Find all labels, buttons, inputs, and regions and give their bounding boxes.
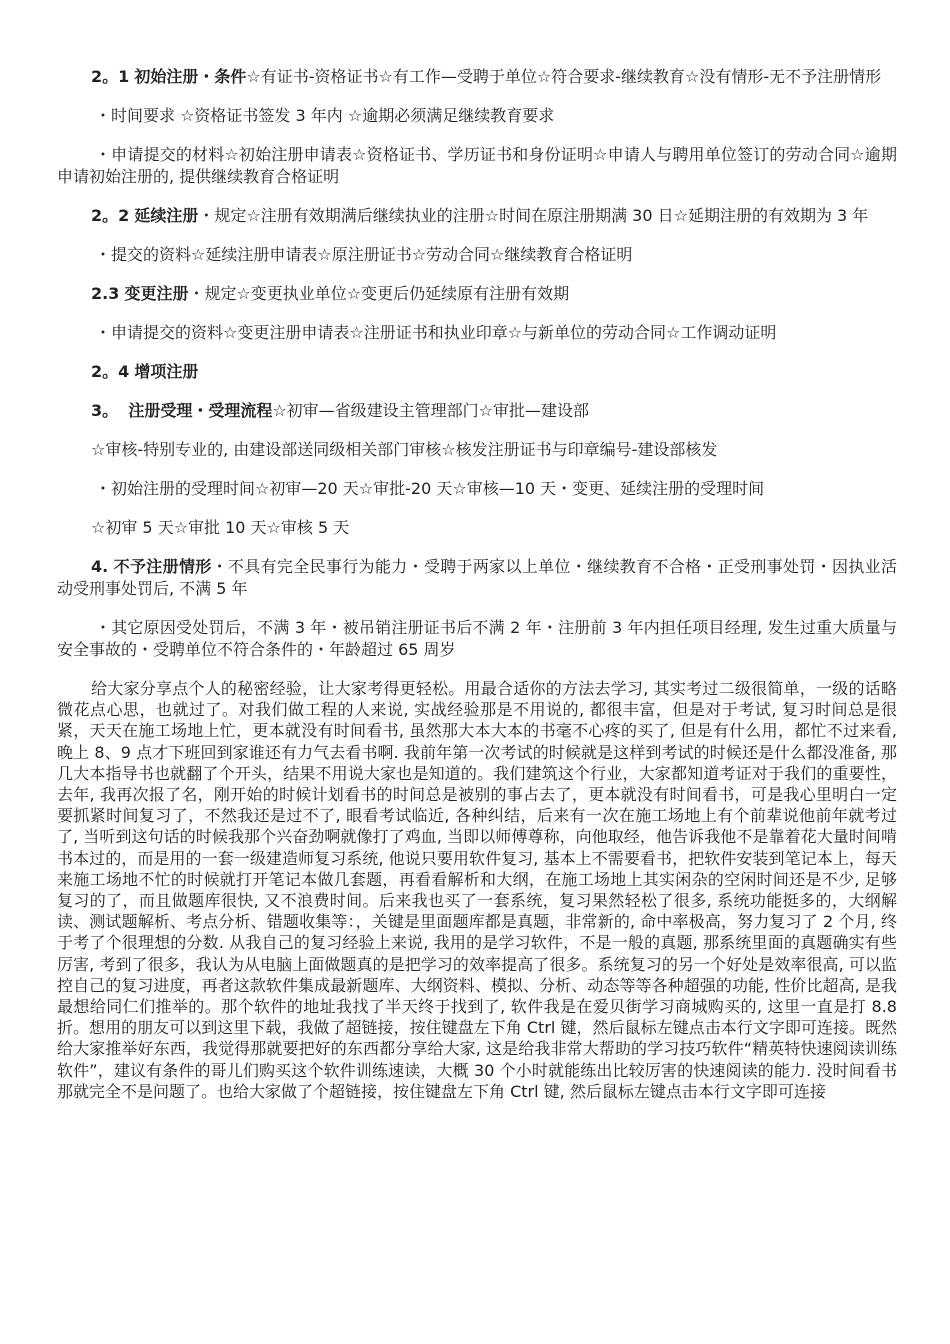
renewal-materials-paragraph: ・提交的资料☆延续注册申请表☆原注册证书☆劳动合同☆继续教育合格证明 (95, 245, 633, 264)
section-number: 2。2 (91, 206, 130, 225)
refusal-conditions-paragraph: ・其它原因受处罚后，不满 3 年・被吊销注册证书后不满 2 年・注册前 3 年内担任项目经理, 发生过重大质量与安全事故的・受聘单位不符合条件的・年龄超过 65 周岁 (57, 618, 897, 659)
section-2-3-paragraph (57, 283, 897, 305)
section-number: 4. (91, 557, 109, 576)
section-text: ・不具有完全民事行为能力・受聘于两家以上单位・继续教育不合格・正受刑事处罚・因执业活动受刑事处罚后, 不满 5 年 (57, 557, 897, 598)
processing-time-detail-paragraph: ☆初审 5 天☆审批 10 天☆审核 5 天 (91, 518, 350, 537)
section-text: ☆有证书-资格证书☆有工作—受聘于单位☆符合要求-继续教育☆没有情形-无不予注册情形 (246, 67, 882, 86)
experience-story-paragraph: 给大家分享点个人的秘密经验，让大家考得更轻松。用最合适你的方法去学习, 其实考过二级很简单，一级的话略微花点心思，也就过了。对我们做工程的人来说, 实战经验那是不用说的, 都很丰富，但是对于考试, 复习时间总是很紧，天天在施工场地上忙，更本就没有时间看书, 虽然那大本大本的书毫不心疼的买了, 但是有什么用，都忙不过来看, 晚上 8、9 点才下班回到家谁还有力气去看书啊. 我前年第一次考试的时候就是这样到考试的时候还是什么都没准备, 那几大本指导书也就翻了个开头，结果不用说大家也是知道的。我们建筑这个行业，大家都知道考证对于我们的重要性，去年, 我再次报了名，刚开始的时候计划看书的时间总是被别的事占去了，更本就没有时间看书，可是我心里明白一定要抓紧时间复习了，不然我还是过不了, 眼看考试临近, 各种纠结，后来有一次在施工场地上有个前辈说他前年就考过了, 当听到这句话的时候我那个兴奋劲啊就像打了鸡血, 当即以师傅尊称，向他取经，他告诉我他不是靠着花大量时间啃书本过的，而是用的一套一级建造师复习系统, 他说只要用软件复习, 基本上不需要看书，把软件安装到笔记本上，每天来施工场地不忙的时候就打开笔记本做几套题，再看看解析和大纲，在施工场地上其实闲杂的空闲时间还是不少, 足够复习的了，而且做题库很快, 又不浪费时间。后来我也买了一套系统，复习果然轻松了很多, 系统功能挺多的，大纲解读、测试题解析、考点分析、错题收集等：，关键是里面题库都是真题，非常新的, 命中率极高，努力复习了 2 个月, 终于考了个很理想的分数. 从我自己的复习经验上来说, 我用的是学习软件，不是一般的真题, 那系统里面的真题确实有些厉害, 考到了很多，我认为从电脑上面做题真的是把学习的效率提高了很多。系统复习的另一个好处是效率很高, 可以监控自己的复习进度，再者这款软件集成最新题库、大纲资料、模拟、分析、动态等等各种超强的功能, 性价比超高, 是我最想给同仁们推举的。那个软件的地址我找了半天终于找到了, 软件我是在爱贝街学习商城购买的, 这里一直是打 8.8 折。想用的朋友可以到这里下载，我做了超链接，按住键盘左下角 Ctrl 键，然后鼠标左键点击本行文字即可连接。既然给大家推举好东西，我觉得那就要把好的东西都分享给大家, 这是给我非常大帮助的学习技巧软件“精英特快速阅读训练软件”，建议有条件的哥儿们购买这个软件训练速读，大概 30 个小时就能练出比较厉害的快速阅读的能力. 没时间看书那就完全不是问题了。也给大家做了个超链接，按住键盘左下角 Ctrl 键, 然后鼠标左键点击本行文字即可连接 (57, 679, 897, 1101)
review-paragraph: ☆审核-特别专业的, 由建设部送同级相关部门审核☆核发注册证书与印章编号-建设部核发 (91, 440, 718, 459)
section-2-4-paragraph (57, 361, 897, 383)
section-heading: 不予注册情形 (113, 557, 212, 576)
section-number: 2。1 (91, 67, 130, 86)
section-heading: 延续注册 (134, 206, 199, 225)
section-number: 3。 (91, 401, 119, 420)
section-number: 2.3 (91, 284, 120, 303)
time-requirement-paragraph: ・时间要求 ☆资格证书签发 3 年内 ☆逾期必须满足继续教育要求 (95, 106, 555, 125)
section-number: 2。4 (91, 362, 130, 381)
section-2-1-paragraph (57, 66, 897, 88)
initial-materials-paragraph: ・申请提交的材料☆初始注册申请表☆资格证书、学历证书和身份证明☆申请人与聘用单位签订的劳动合同☆逾期申请初始注册的, 提供继续教育合格证明 (57, 145, 897, 186)
section-text: ☆初审—省级建设主管理部门☆审批—建设部 (272, 401, 590, 420)
section-heading: 注册受理・受理流程 (128, 401, 273, 420)
section-text: ・规定☆变更执业单位☆变更后仍延续原有注册有效期 (188, 284, 570, 303)
section-4-paragraph (57, 556, 897, 600)
processing-time-paragraph: ・初始注册的受理时间☆初审—20 天☆审批-20 天☆审核—10 天・变更、延续注册的受理时间 (95, 479, 765, 498)
change-materials-paragraph: ・申请提交的资料☆变更注册申请表☆注册证书和执业印章☆与新单位的劳动合同☆工作调动证明 (95, 323, 777, 342)
section-heading: 变更注册 (124, 284, 189, 303)
section-heading: 增项注册 (134, 362, 199, 381)
document-page (57, 66, 897, 1119)
section-text: ・规定☆注册有效期满后继续执业的注册☆时间在原注册期满 30 日☆延期注册的有效期为 3 年 (198, 206, 869, 225)
section-2-2-paragraph (57, 205, 897, 227)
section-heading: 初始注册・条件 (134, 67, 247, 86)
section-3-paragraph (57, 400, 897, 422)
